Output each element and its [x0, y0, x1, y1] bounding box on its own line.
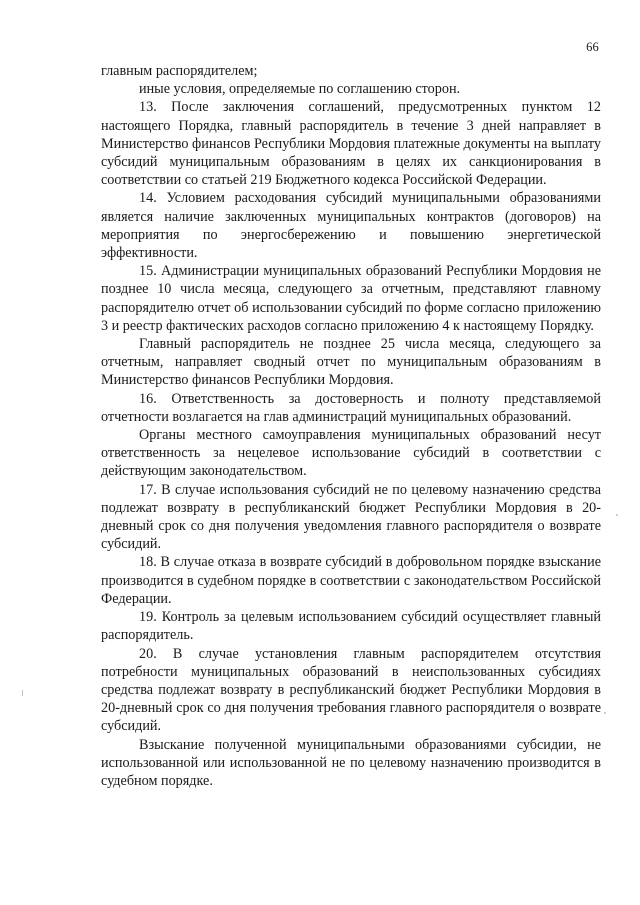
- paragraph-item-16-responsibility: Органы местного самоуправления муниципальных образований несут ответственность за нецелевое использование субсидий в соответствии с действующим законодательством.: [101, 427, 601, 480]
- paragraph-item-18: 18. В случае отказа в возврате субсидий в добровольном порядке взыскание производится в судебном порядке в соответствии с законодательством Российской Федерации.: [101, 554, 601, 607]
- paragraph-continuation: главным распорядителем;: [101, 63, 258, 79]
- paragraph-item-15: 15. Администрации муниципальных образований Республики Мордовия не позднее 10 числа месяца, следующего за отчетным, представляют главному распорядителю отчет об использовании субсидий по форме согласно приложению 3 и реестр фактических расходов согласно приложению 4 к настоящему Порядку.: [101, 263, 601, 334]
- scan-speck: [616, 514, 618, 516]
- scan-speck: [604, 712, 606, 714]
- paragraph-item-14: 14. Условием расходования субсидий муниципальными образованиями является наличие заключенных муниципальных контрактов (договоров) на мероприятия по энергосбережению и повышению энергетической эффективности.: [101, 190, 601, 262]
- paragraph-item-20: 20. В случае установления главным распорядителем отсутствия потребности муниципальных образований в неиспользованных субсидиях средства подлежат возврату в республиканский бюджет Республики Мордовия в 20-дневный срок со дня получения требования главного распорядителя о возврате субсидий.: [101, 645, 601, 735]
- paragraph-item-15-summary-report: Главный распорядитель не позднее 25 числа месяца, следующего за отчетным, направляет сводный отчет по муниципальным образованиям в Министерство финансов Республики Мордовия.: [101, 336, 601, 389]
- paragraph-item-13: 13. После заключения соглашений, предусмотренных пунктом 12 настоящего Порядка, главный распорядитель в течение 3 дней направляет в Министерство финансов Республики Мордовия платежные документы на выплату субсидий муниципальным образованиям в целях их санкционирования в соответствии со статьей 219 Бюджетного кодекса Российской Федерации.: [101, 99, 601, 189]
- paragraph-item-16: 16. Ответственность за достоверность и полноту представляемой отчетности возлагается на глав администраций муниципальных образований.: [101, 390, 601, 425]
- paragraph-other-conditions: иные условия, определяемые по соглашению сторон.: [139, 81, 461, 98]
- paragraph-item-19: 19. Контроль за целевым использованием субсидий осуществляет главный распорядитель.: [101, 609, 601, 644]
- paragraph-item-20-recovery: Взыскание полученной муниципальными образованиями субсидии, не использованной или использованной не по целевому назначению производится в судебном порядке.: [101, 736, 601, 789]
- scan-speck: [22, 690, 23, 696]
- document-body: [101, 62, 601, 790]
- paragraph-item-17: 17. В случае использования субсидий не по целевому назначению средства подлежат возврату в республиканский бюджет Республики Мордовия в 20-дневный срок со дня получения уведомления главного распорядителя о возврате субсидий.: [101, 481, 601, 553]
- page-number: 66: [586, 40, 599, 54]
